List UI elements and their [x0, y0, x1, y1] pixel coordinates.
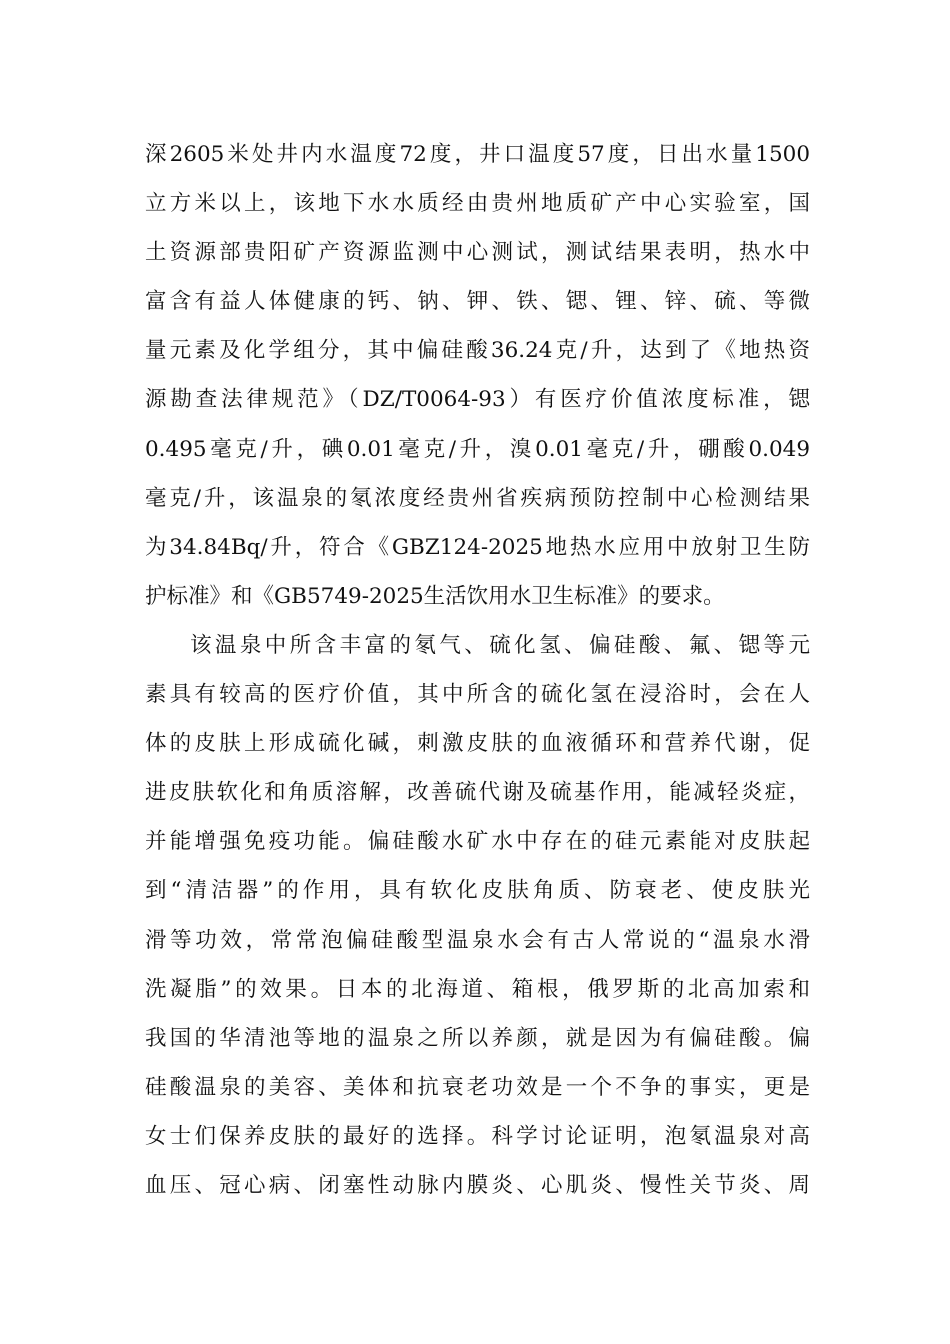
body-text	[145, 130, 810, 1210]
text-line: 该温泉中所含丰富的氡气、硫化氢、偏硅酸、氟、锶等元	[190, 632, 810, 658]
text-line: 体的皮肤上形成硫化碱，刺激皮肤的血液循环和营养代谢，促	[145, 731, 810, 757]
text-line: 立方米以上，该地下水水质经由贵州地质矿产中心实验室，国	[145, 191, 810, 217]
paragraph-2	[145, 621, 810, 1210]
text-line: 0.495毫克/升，碘0.01毫克/升，溴0.01毫克/升，硼酸0.049	[145, 436, 810, 462]
text-line: 滑等功效，常常泡偏硅酸型温泉水会有古人常说的“温泉水滑	[145, 927, 810, 953]
text-line: 护标准》和《GB5749-2025生活饮用水卫生标准》的要求。	[145, 583, 725, 609]
text-line: 土资源部贵阳矿产资源监测中心测试，测试结果表明，热水中	[145, 240, 810, 266]
text-line: 到“清洁器”的作用，具有软化皮肤角质、防衰老、使皮肤光	[145, 878, 810, 904]
text-line: 富含有益人体健康的钙、钠、钾、铁、锶、锂、锌、硫、等微	[145, 289, 810, 315]
text-line: 洗凝脂”的效果。日本的北海道、箱根，俄罗斯的北高加索和	[145, 976, 810, 1002]
text-line: 深2605米处井内水温度72度，井口温度57度，日出水量1500	[145, 142, 810, 167]
text-line: 我国的华清池等地的温泉之所以养颜，就是因为有偏硅酸。偏	[145, 1025, 810, 1051]
paragraph-1	[145, 130, 810, 621]
text-line: 素具有较高的医疗价值，其中所含的硫化氢在浸浴时，会在人	[145, 682, 810, 708]
text-line: 血压、冠心病、闭塞性动脉内膜炎、心肌炎、慢性关节炎、周	[145, 1172, 810, 1198]
text-line: 女士们保养皮肤的最好的选择。科学讨论证明，泡氡温泉对高	[145, 1123, 810, 1149]
text-line: 并能增强免疫功能。偏硅酸水矿水中存在的硅元素能对皮肤起	[145, 829, 810, 855]
text-line: 硅酸温泉的美容、美体和抗衰老功效是一个不争的事实，更是	[145, 1074, 810, 1100]
text-line: 毫克/升，该温泉的氡浓度经贵州省疾病预防控制中心检测结果	[145, 485, 810, 511]
text-line: 源勘查法律规范》（DZ/T0064-93）有医疗价值浓度标准，锶	[145, 387, 810, 413]
text-line: 量元素及化学组分，其中偏硅酸36.24克/升，达到了《地热资	[145, 338, 810, 364]
text-line: 为34.84Bq/升，符合《GBZ124-2025地热水应用中放射卫生防	[145, 534, 810, 560]
text-line: 进皮肤软化和角质溶解，改善硫代谢及硫基作用，能减轻炎症，	[145, 780, 810, 806]
